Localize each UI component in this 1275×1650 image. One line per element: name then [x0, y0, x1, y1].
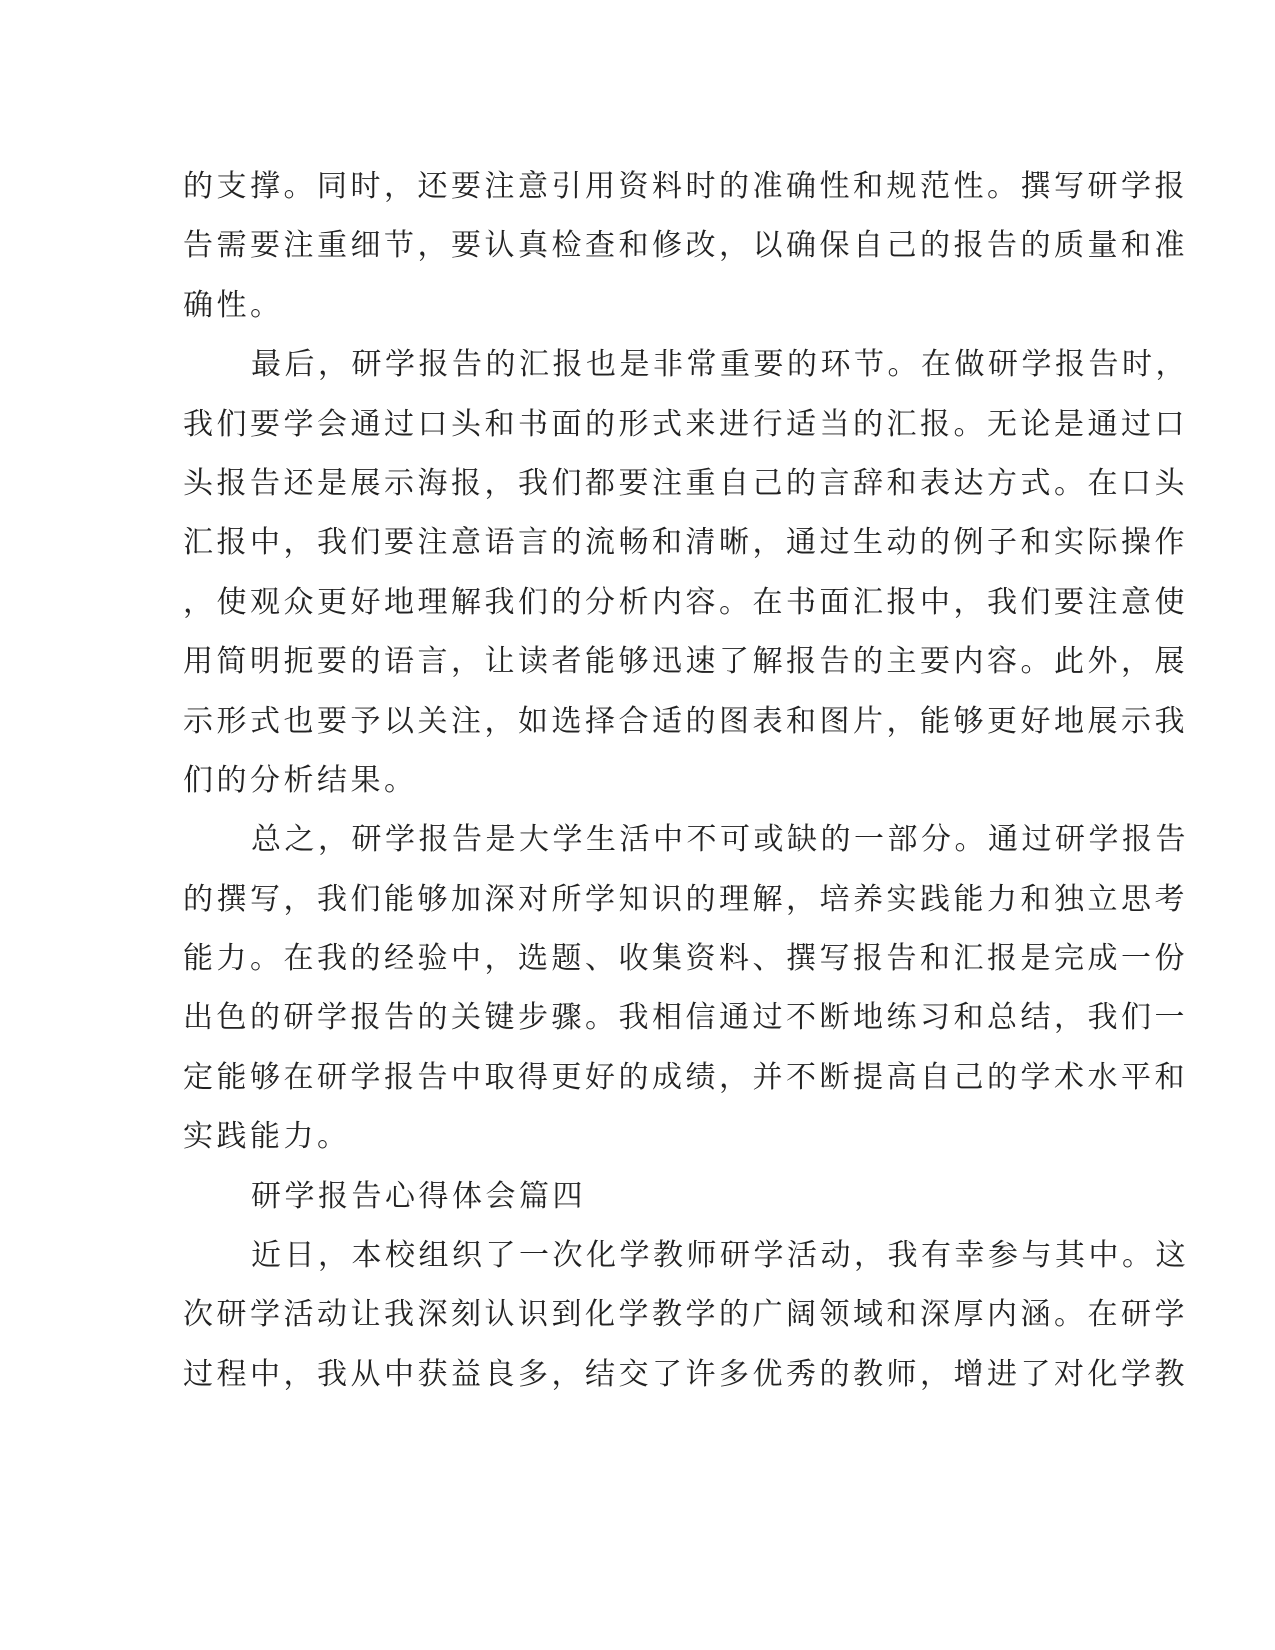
text-line: 头报告还是展示海报，我们都要注重自己的言辞和表达方式。在口头	[183, 465, 1188, 501]
text-line: 出色的研学报告的关键步骤。我相信通过不断地练习和总结，我们一	[183, 1000, 1188, 1036]
text-line: 定能够在研学报告中取得更好的成绩，并不断提高自己的学术水平和	[183, 1059, 1188, 1095]
text-line: 的支撑。同时，还要注意引用资料时的准确性和规范性。撰写研学报	[183, 169, 1188, 204]
text-line: 确性。	[183, 287, 284, 323]
text-line: 次研学活动让我深刻认识到化学教学的广阔领域和深厚内涵。在研学	[183, 1297, 1188, 1333]
section-title: 研学报告心得体会篇四	[251, 1178, 586, 1214]
paragraph-3	[183, 810, 1189, 1166]
text-line: 最后，研学报告的汇报也是非常重要的环节。在做研学报告时，	[251, 347, 1189, 383]
text-line: 总之，研学报告是大学生活中不可或缺的一部分。通过研学报告	[251, 822, 1189, 858]
text-line: 告需要注重细节，要认真检查和修改，以确保自己的报告的质量和准	[183, 228, 1188, 264]
text-line: 示形式也要予以关注，如选择合适的图表和图片，能够更好地展示我	[183, 703, 1188, 739]
text-line: 实践能力。	[183, 1119, 351, 1155]
document-body	[183, 157, 1189, 1404]
text-line: 过程中，我从中获益良多，结交了许多优秀的教师，增进了对化学教	[183, 1356, 1188, 1392]
text-line: 们的分析结果。	[183, 762, 418, 798]
text-line: 能力。在我的经验中，选题、收集资料、撰写报告和汇报是完成一份	[183, 941, 1188, 977]
text-line: 近日，本校组织了一次化学教师研学活动，我有幸参与其中。这	[251, 1238, 1189, 1274]
paragraph-2	[183, 335, 1189, 810]
text-line: 的撰写，我们能够加深对所学知识的理解，培养实践能力和独立思考	[183, 881, 1188, 917]
text-line: ，使观众更好地理解我们的分析内容。在书面汇报中，我们要注意使	[183, 584, 1188, 620]
section-heading	[183, 1167, 1043, 1226]
paragraph-4	[183, 1226, 1189, 1404]
text-line: 我们要学会通过口头和书面的形式来进行适当的汇报。无论是通过口	[183, 406, 1188, 442]
text-line: 汇报中，我们要注意语言的流畅和清晰，通过生动的例子和实际操作	[183, 525, 1188, 561]
paragraph-1	[183, 157, 1188, 335]
text-line: 用简明扼要的语言，让读者能够迅速了解报告的主要内容。此外，展	[183, 644, 1188, 680]
